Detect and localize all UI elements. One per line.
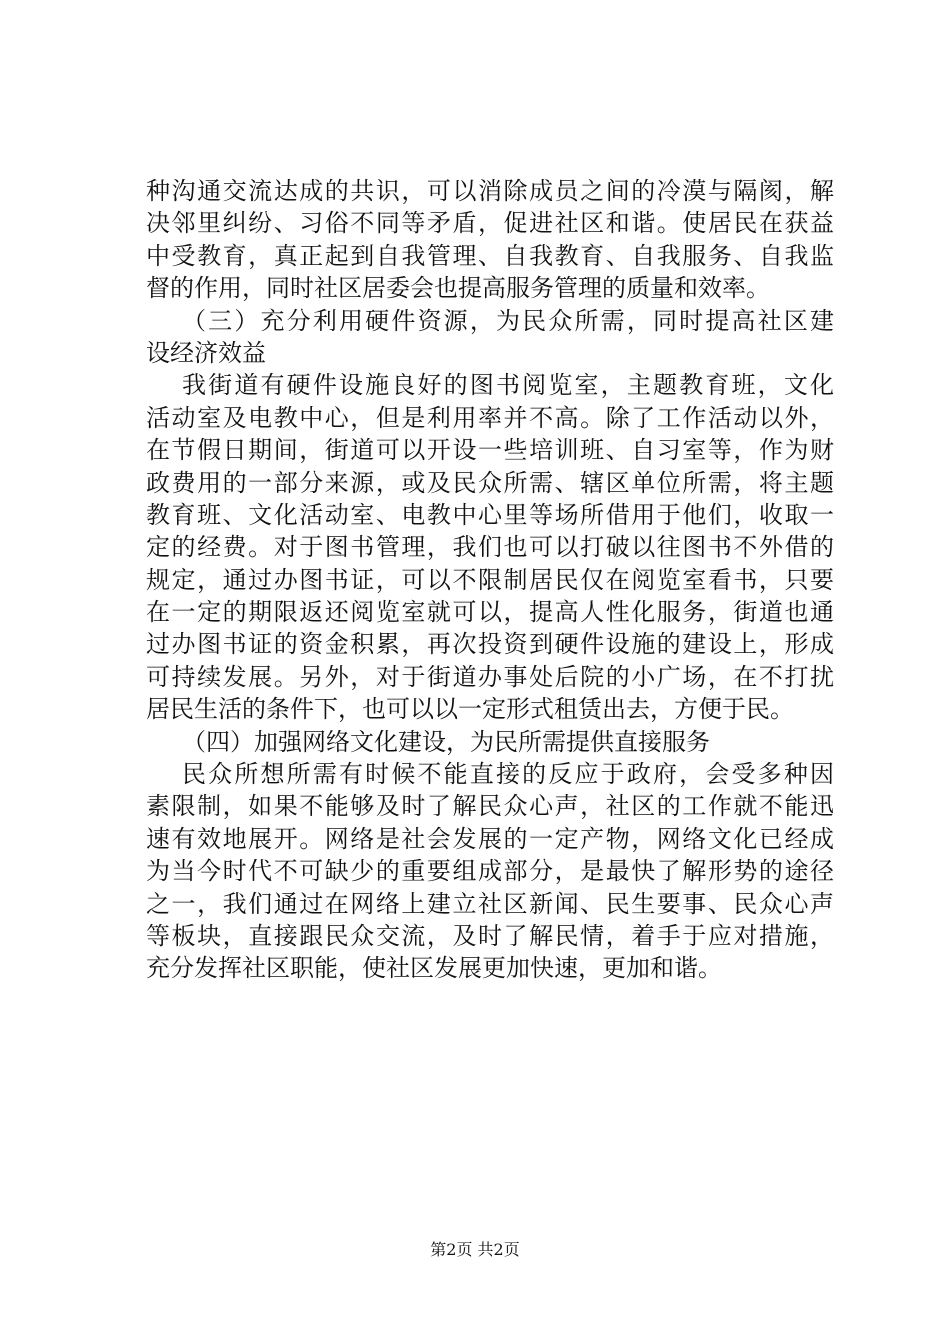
body-line: 中受教育，真正起到自我管理、自我教育、自我服务、自我监 <box>146 241 834 270</box>
document-body <box>146 175 834 985</box>
body-line: 速有效地展开。网络是社会发展的一定产物，网络文化已经成 <box>146 824 834 853</box>
body-line: 种沟通交流达成的共识，可以消除成员之间的冷漠与隔阂，解 <box>146 177 834 205</box>
body-line: 活动室及电教中心，但是利用率并不高。除了工作活动以外， <box>146 403 834 432</box>
body-line: 在节假日期间，街道可以开设一些培训班、自习室等，作为财 <box>146 436 834 465</box>
body-line: 我街道有硬件设施良好的图书阅览室，主题教育班，文化 <box>182 371 834 400</box>
body-line: 规定，通过办图书证，可以不限制居民仅在阅览室看书，只要 <box>146 565 834 594</box>
body-line: 充分发挥社区职能，使社区发展更加快速，更加和谐。 <box>146 954 722 983</box>
body-line: 素限制，如果不能够及时了解民众心声，社区的工作就不能迅 <box>146 792 834 821</box>
section-heading-3: （三）充分利用硬件资源，为民众所需，同时提高社区建 <box>182 306 834 335</box>
body-line: 为当今时代不可缺少的重要组成部分，是最快了解形势的途径 <box>146 857 834 886</box>
body-line: 居民生活的条件下，也可以以一定形式租赁出去，方便于民。 <box>146 695 794 724</box>
body-line: 督的作用，同时社区居委会也提高服务管理的质量和效率。 <box>146 274 770 303</box>
body-line: 在一定的期限返还阅览室就可以，提高人性化服务，街道也通 <box>146 598 834 627</box>
section-heading-4: （四）加强网络文化建设，为民所需提供直接服务 <box>182 727 710 756</box>
body-line: 定的经费。对于图书管理，我们也可以打破以往图书不外借的 <box>146 533 834 562</box>
body-line: 政费用的一部分来源，或及民众所需、辖区单位所需，将主题 <box>146 468 834 497</box>
section-heading-3-continued: 设经济效益 <box>146 338 266 367</box>
page-number-label: 第2页 共2页 <box>430 1240 520 1259</box>
body-line: 决邻里纠纷、习俗不同等矛盾，促进社区和谐。使居民在获益 <box>146 209 834 238</box>
page-footer <box>0 1240 950 1260</box>
body-line: 之一，我们通过在网络上建立社区新闻、民生要事、民众心声 <box>146 889 834 918</box>
body-line: 过办图书证的资金积累，再次投资到硬件设施的建设上，形成 <box>146 630 834 659</box>
body-line: 民众所想所需有时候不能直接的反应于政府，会受多种因 <box>182 760 834 789</box>
body-line: 等板块，直接跟民众交流，及时了解民情，着手于应对措施， <box>146 921 834 950</box>
body-line: 可持续发展。另外，对于街道办事处后院的小广场，在不打扰 <box>146 662 834 691</box>
body-line: 教育班、文化活动室、电教中心里等场所借用于他们，收取一 <box>146 500 834 529</box>
